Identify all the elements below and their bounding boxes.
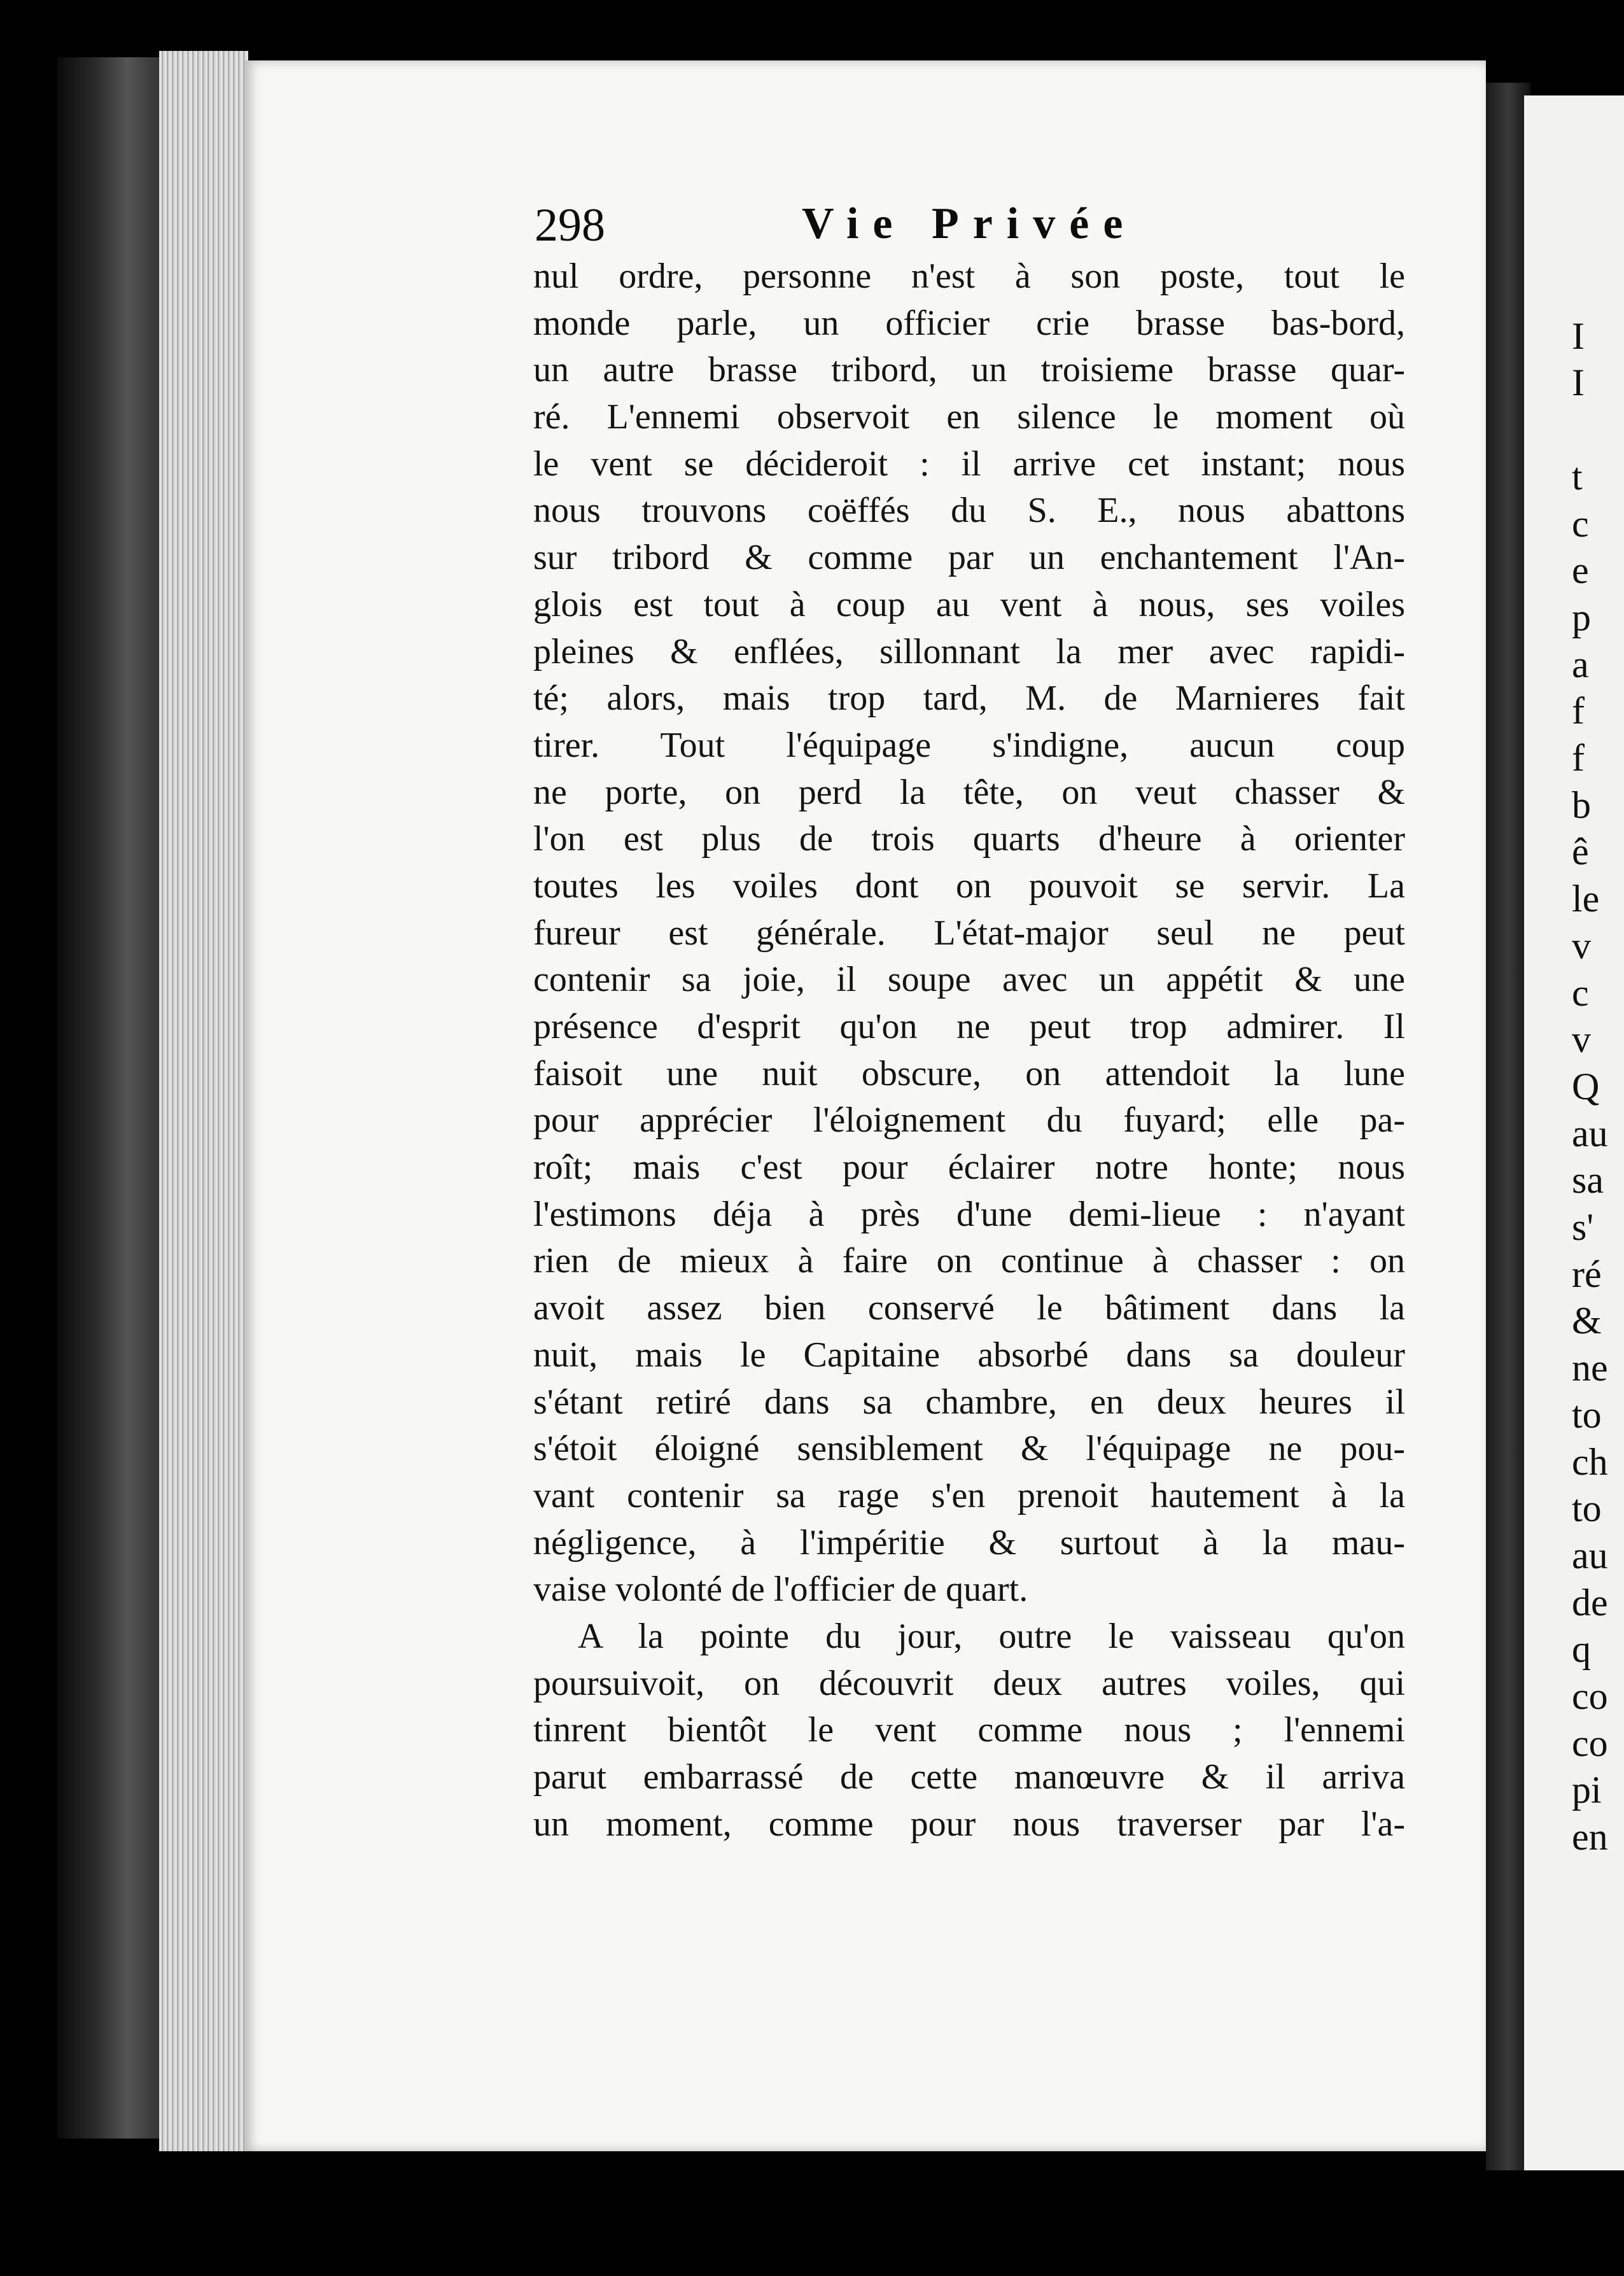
- facing-page-fragment: a: [1572, 643, 1589, 685]
- text-line: le vent se décideroit : il arrive cet instant; nous: [533, 444, 1405, 484]
- text-line: s'étoit éloigné sensiblement & l'équipage ne pou-: [533, 1429, 1405, 1469]
- facing-page-fragment: de: [1572, 1581, 1608, 1624]
- facing-page-fragment: c: [1572, 502, 1589, 545]
- text-line: un moment, comme pour nous traverser par l'a-: [533, 1804, 1405, 1844]
- text-line: présence d'esprit qu'on ne peut trop admirer. Il: [533, 1007, 1405, 1046]
- page-edges: [159, 51, 248, 2151]
- facing-page-fragment: to: [1572, 1487, 1602, 1530]
- facing-page-fragment: au: [1572, 1112, 1608, 1155]
- facing-page-fragment: au: [1572, 1534, 1608, 1577]
- facing-page-fragment: le: [1572, 878, 1600, 920]
- text-line: l'estimons déja à près d'une demi-lieue : n'ayant: [533, 1194, 1405, 1234]
- text-line: rien de mieux à faire on continue à chasser : on: [533, 1241, 1405, 1281]
- facing-page-fragment: pi: [1572, 1769, 1602, 1811]
- facing-page-fragment: co: [1572, 1722, 1608, 1764]
- page-number: 298: [535, 199, 605, 251]
- text-line: poursuivoit, on découvrit deux autres voiles, qui: [533, 1663, 1405, 1703]
- facing-page-fragment: e: [1572, 549, 1589, 592]
- facing-page-fragment: c: [1572, 971, 1589, 1014]
- facing-page-fragment: to: [1572, 1393, 1602, 1436]
- facing-page-fragment: t: [1572, 455, 1583, 498]
- text-line: contenir sa joie, il soupe avec un appétit & une: [533, 960, 1405, 1000]
- facing-page-fragment: ne: [1572, 1347, 1608, 1389]
- text-line: sur tribord & comme par un enchantement l'An-: [533, 538, 1405, 578]
- text-line: roît; mais c'est pour éclairer notre honte; nous: [533, 1148, 1405, 1188]
- facing-page-fragment: I: [1572, 314, 1585, 357]
- text-line: nuit, mais le Capitaine absorbé dans sa douleur: [533, 1335, 1405, 1375]
- facing-page-fragment: f: [1572, 690, 1585, 733]
- running-head: Vie Privée: [802, 199, 1137, 248]
- facing-page-fragment: q: [1572, 1628, 1591, 1671]
- facing-page-fragment: ê: [1572, 831, 1589, 873]
- text-line: parut embarrassé de cette manœuvre & il arriva: [533, 1757, 1405, 1797]
- text-line: négligence, à l'impéritie & surtout à la mau-: [533, 1522, 1405, 1563]
- facing-page-fragment: s': [1572, 1206, 1594, 1248]
- facing-page-fragment: I: [1572, 362, 1585, 404]
- facing-page-fragment: p: [1572, 596, 1591, 638]
- text-line: fureur est générale. L'état-major seul ne peut: [533, 913, 1405, 953]
- facing-page-fragment: v: [1572, 1018, 1591, 1061]
- text-line: l'on est plus de trois quarts d'heure à orienter: [533, 819, 1405, 859]
- facing-page-fragment: b: [1572, 783, 1591, 826]
- facing-page-fragment: ch: [1572, 1440, 1608, 1483]
- text-line: un autre brasse tribord, un troisieme brasse quar-: [533, 350, 1405, 390]
- text-line: nous trouvons coëffés du S. E., nous abattons: [533, 491, 1405, 531]
- text-line: toutes les voiles dont on pouvoit se servir. La: [533, 866, 1405, 906]
- page-header: [535, 199, 1228, 256]
- text-line: té; alors, mais trop tard, M. de Marnieres fait: [533, 678, 1405, 719]
- text-line: s'étant retiré dans sa chambre, en deux heures il: [533, 1382, 1405, 1422]
- text-line: faisoit une nuit obscure, on attendoit la lune: [533, 1053, 1405, 1093]
- facing-page-fragment: v: [1572, 924, 1591, 967]
- text-line: vant contenir sa rage s'en prenoit hautement à la: [533, 1475, 1405, 1515]
- text-line: tinrent bientôt le vent comme nous ; l'ennemi: [533, 1710, 1405, 1750]
- body-text: [533, 253, 1405, 1848]
- facing-page-fragment: Q: [1572, 1065, 1600, 1107]
- text-line: A la pointe du jour, outre le vaisseau qu'on: [578, 1616, 1405, 1656]
- facing-page-fragment: ré: [1572, 1253, 1602, 1295]
- text-line: monde parle, un officier crie brasse bas-bord,: [533, 303, 1405, 343]
- facing-page-fragment: co: [1572, 1675, 1608, 1717]
- text-line: tirer. Tout l'équipage s'indigne, aucun coup: [533, 725, 1405, 765]
- text-line: avoit assez bien conservé le bâtiment dans la: [533, 1288, 1405, 1328]
- facing-page-fragment: f: [1572, 737, 1585, 779]
- facing-page-fragment: &: [1572, 1300, 1602, 1342]
- text-line: pleines & enflées, sillonnant la mer avec rapidi-: [533, 631, 1405, 671]
- text-line: pour apprécier l'éloignement du fuyard; elle pa-: [533, 1100, 1405, 1141]
- text-line: ré. L'ennemi observoit en silence le moment où: [533, 397, 1405, 437]
- text-line: nul ordre, personne n'est à son poste, tout le: [533, 256, 1405, 296]
- text-line: ne porte, on perd la tête, on veut chasser &: [533, 772, 1405, 812]
- text-line: vaise volonté de l'officier de quart.: [533, 1570, 1028, 1610]
- facing-page-fragment: sa: [1572, 1159, 1604, 1202]
- facing-page-fragment: en: [1572, 1816, 1608, 1858]
- text-line: glois est tout à coup au vent à nous, ses voiles: [533, 584, 1405, 624]
